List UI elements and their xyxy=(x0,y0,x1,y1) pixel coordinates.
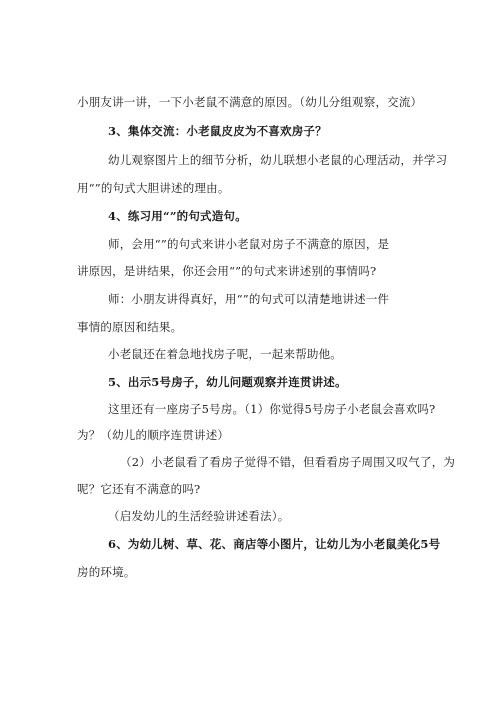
section-4-heading: 4、练习用“”的句式造句。 xyxy=(108,209,247,223)
text-line-1: 小朋友讲一讲，一下小老鼠不满意的原因。（幼儿分组观察，交流） xyxy=(77,95,423,109)
text-line-4: 用“”的句式大胆讲述的理由。 xyxy=(77,181,230,195)
text-line-8: 师：小朋友讲得真好，用“”的句式可以清楚地讲述一件 xyxy=(108,292,390,306)
text-line-14: （2）小老鼠看了看房子觉得不错，但看看房子周围又叹气了，为 xyxy=(120,455,456,469)
text-line-6: 师，会用“”的句式来讲小老鼠对房子不满意的原因，是 xyxy=(108,237,390,251)
text-line-15: 呢？它还有不满意的吗? xyxy=(77,482,201,496)
text-line-18: 房的环境。 xyxy=(77,565,136,579)
section-3-heading: 3、集体交流：小老鼠皮皮为不喜欢房子？ xyxy=(108,124,327,138)
section-6-heading: 6、为幼儿树、草、花、商店等小图片，让幼儿为小老鼠美化5号 xyxy=(108,537,441,551)
text-line-3: 幼儿观察图片上的细节分析，幼儿联想小老鼠的心理活动，并学习 xyxy=(108,153,448,167)
text-line-10: 小老鼠还在着急地找房子呢，一起来帮助他。 xyxy=(108,347,342,361)
text-line-12: 这里还有一座房子5号房。（1）你觉得5号房子小老鼠会喜欢吗? xyxy=(108,402,436,416)
section-5-heading: 5、出示5号房子，幼儿问题观察并连贯讲述。 xyxy=(108,375,347,389)
text-line-7: 讲原因，是讲结果，你还会用“”的句式来讲述别的事情吗? xyxy=(77,264,377,278)
text-line-16: （启发幼儿的生活经验讲述看法）。 xyxy=(108,509,290,523)
text-line-13: 为？（幼儿的顺序连贯讲述） xyxy=(77,428,230,442)
text-line-9: 事情的原因和结果。 xyxy=(77,320,183,334)
